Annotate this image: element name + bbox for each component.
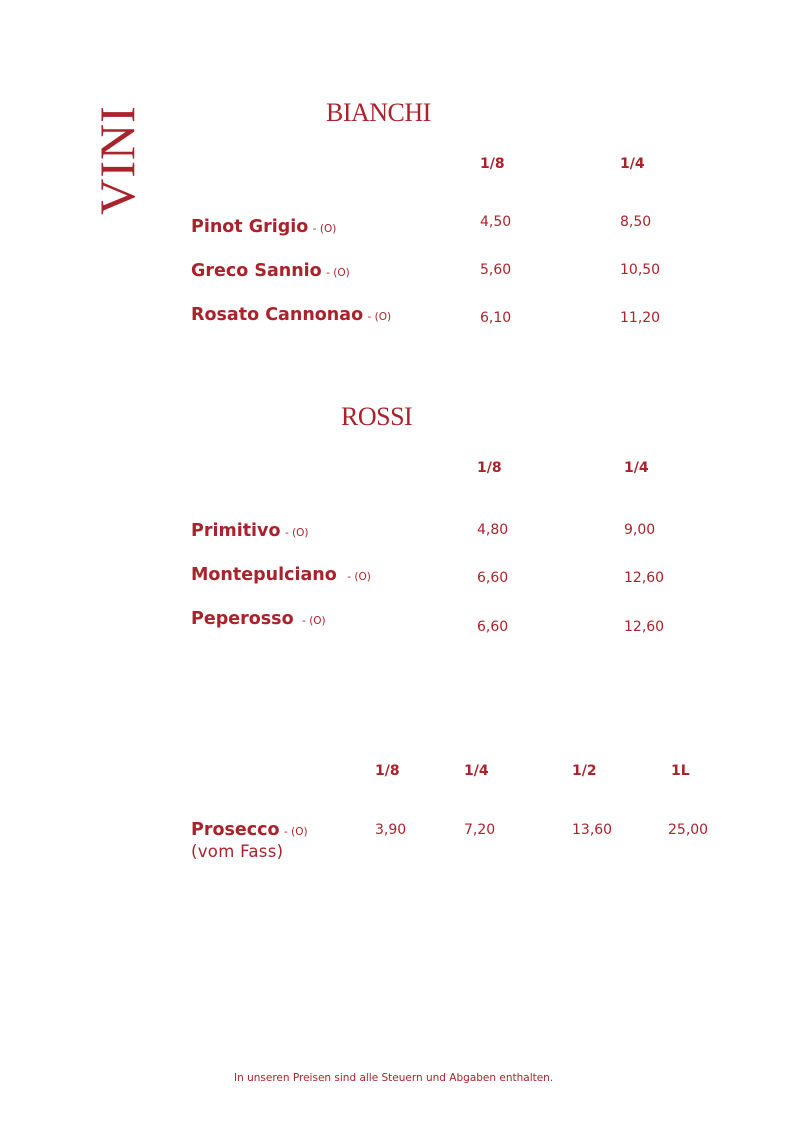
wine-origin-tag: - (O) xyxy=(284,527,309,539)
wine-row-montepulciano xyxy=(191,565,371,585)
column-header-1-4: 1/4 xyxy=(624,460,649,476)
wine-row-greco-sannio xyxy=(191,261,350,281)
price-1-4: 8,50 xyxy=(620,214,652,230)
wine-row-prosecco xyxy=(191,820,308,840)
page-title-vertical xyxy=(89,105,145,215)
wine-name: Rosato Cannonao xyxy=(191,305,364,325)
price-1-8: 6,60 xyxy=(477,619,509,635)
price-1-8: 3,90 xyxy=(375,822,407,838)
wine-name: Montepulciano xyxy=(191,565,337,585)
price-1-8: 4,50 xyxy=(480,214,512,230)
wine-name: Greco Sannio xyxy=(191,261,322,281)
column-header-1-8: 1/8 xyxy=(480,156,505,172)
wine-origin-tag: - (O) xyxy=(302,615,326,627)
price-1l: 25,00 xyxy=(668,822,709,838)
wine-origin-tag: - (O) xyxy=(347,571,371,583)
wine-origin-tag: - (O) xyxy=(312,223,337,235)
column-header-1-2: 1/2 xyxy=(572,763,597,779)
column-header-1-4: 1/4 xyxy=(620,156,645,172)
wine-row-pinot-grigio xyxy=(191,217,336,237)
column-header-1-8: 1/8 xyxy=(477,460,502,476)
wine-row-peperosso xyxy=(191,609,326,629)
price-1-4: 9,00 xyxy=(624,522,656,538)
wine-origin-tag: - (O) xyxy=(326,267,350,279)
price-1-4: 12,60 xyxy=(624,619,665,635)
column-header-1l: 1L xyxy=(671,763,690,779)
page-title: VINI xyxy=(89,105,145,215)
wine-name: Pinot Grigio xyxy=(191,217,309,237)
price-1-4: 11,20 xyxy=(620,310,661,326)
price-1-8: 4,80 xyxy=(477,522,509,538)
section-title-rossi: ROSSI xyxy=(341,402,413,431)
wine-name: Prosecco xyxy=(191,820,280,840)
wine-row-rosato-cannonao xyxy=(191,305,391,325)
price-1-4: 10,50 xyxy=(620,262,661,278)
price-1-2: 13,60 xyxy=(572,822,613,838)
column-header-1-8: 1/8 xyxy=(375,763,400,779)
wine-name: Primitivo xyxy=(191,521,281,541)
wine-origin-tag: - (O) xyxy=(367,311,392,323)
wine-origin-tag: - (O) xyxy=(284,826,308,838)
price-1-8: 6,10 xyxy=(480,310,512,326)
price-1-8: 6,60 xyxy=(477,570,509,586)
price-1-8: 5,60 xyxy=(480,262,512,278)
wine-subtitle: (vom Fass) xyxy=(191,842,284,861)
column-header-1-4: 1/4 xyxy=(464,763,489,779)
price-1-4: 7,20 xyxy=(464,822,496,838)
wine-row-primitivo xyxy=(191,521,309,541)
wine-name: Peperosso xyxy=(191,609,294,629)
section-title-bianchi: BIANCHI xyxy=(326,98,431,127)
price-1-4: 12,60 xyxy=(624,570,665,586)
footer-tax-note: In unseren Preisen sind alle Steuern und Abgaben enthalten. xyxy=(234,1072,554,1084)
